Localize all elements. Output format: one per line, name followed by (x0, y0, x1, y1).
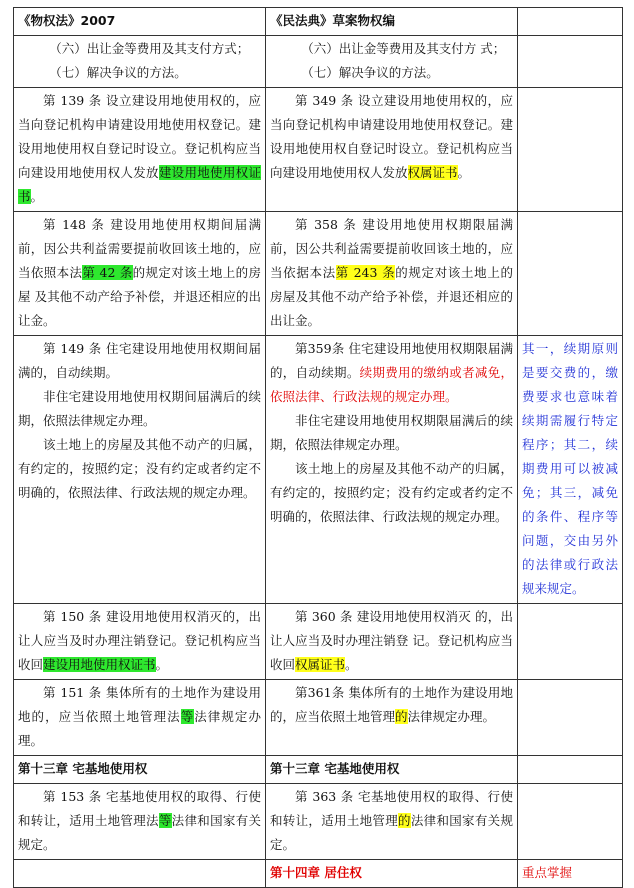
highlight-green: 等 (180, 709, 195, 724)
clause-paragraph: 第 149 条 住宅建设用地使用权期间届满的，自动续期。 (18, 341, 261, 380)
table-row (14, 784, 623, 860)
clause-text: 第 148 条 建设用地使用权期间届满前，因公共利益需要提前收回该土地的，应当依照本法 (18, 217, 261, 280)
cell-new-r6 (266, 680, 518, 756)
clause-text: 。 (155, 657, 169, 672)
clause-paragraph (270, 337, 513, 409)
cell-old-r2 (14, 88, 266, 212)
clause-text: 法律规定办理。 (18, 709, 261, 748)
cell-note-r1 (518, 36, 623, 88)
highlight-green: 等 (158, 813, 172, 828)
cell-old-r1 (14, 36, 266, 88)
chapter-title-new: 第十三章 宅基地使用权 (266, 756, 518, 784)
clause-text: 第 151 条 集体所有的土地作为建设用地的，应当依照土地管理法 (18, 685, 261, 724)
cell-old-r4 (14, 336, 266, 604)
clause-text: 第 150 条 建设用地使用权消灭的，出让人应当及时办理注销登记。登记机构应当收回 (18, 609, 261, 672)
header-row (14, 8, 623, 36)
highlight-green: 建设用地使用权证书 (18, 165, 261, 204)
key-point-note: 重点掌握 (518, 860, 623, 888)
highlight-green: 第 42 条 (82, 265, 133, 280)
clause-line: （六）出让金等费用及其支付方式； (49, 41, 250, 56)
table-row (14, 336, 623, 604)
clause-paragraph: 非住宅建设用地使用权期间届满后的续期，依照法律规定办理。 (18, 389, 261, 428)
cell-old-r8 (14, 784, 266, 860)
header-col3 (518, 8, 623, 36)
cell-note-r3 (518, 212, 623, 336)
cell-new-r8 (266, 784, 518, 860)
cell-note-r7 (518, 756, 623, 784)
clause-text: 法律和国家有关规定。 (18, 813, 261, 852)
cell-old-r5 (14, 604, 266, 680)
table-row (14, 36, 623, 88)
cell-old-r6 (14, 680, 266, 756)
cell-old-r9 (14, 860, 266, 888)
chapter-title-new: 第十四章 居住权 (266, 860, 518, 888)
cell-note-r5 (518, 604, 623, 680)
highlight-yellow: 权属证书 (295, 657, 346, 672)
clause-text: 的规定对该土地上的房屋 及其他不动产给予补偿，并退还相应的出让金。 (18, 265, 261, 328)
clause-text: 的规定对该土地上的 房屋及其他不动产给予补偿，并退还相应的出让金。 (270, 265, 513, 328)
clause-text: 第 358 条 建设用地使用权期限届满前，因公共利益需要提前收回该土地的，应当依据本法 (270, 217, 513, 280)
header-col1: 《物权法》2007 (14, 8, 266, 36)
highlight-yellow: 的 (398, 813, 411, 828)
clause-line: （七）解决争议的方法。 (49, 65, 187, 80)
chapter-title-old: 第十三章 宅基地使用权 (14, 756, 266, 784)
added-text-red: 续期费用的缴纳或者减免，依照法律、行政法规的规定办理。 (270, 365, 513, 404)
clause-text: 第 349 条 设立建设用地使用权的，应当向登记机构申请建设用地使用权登记。建设用地使用权自登记时设立。登记机构应当向建设用地使用权人发放 (270, 93, 513, 180)
cell-new-r1 (266, 36, 518, 88)
highlight-yellow: 的 (395, 709, 408, 724)
clause-paragraph: 该土地上的房屋及其他不动产的归属，有约定的，按照约定；没有约定或者约定不明确的，依照法律、行政法规的规定办理。 (18, 437, 261, 500)
clause-text: 第 139 条 设立建设用地使用权的，应当向登记机构申请建设用地使用权登记。建设用地使用权自登记时设立。登记机构应当向建设用地使用权人发放 (18, 93, 261, 180)
clause-text: 第361条 集体所有的土地作为建设用地的，应当依照土地管理 (270, 685, 513, 724)
clause-line: （六）出让金等费用及其支付方 式； (301, 41, 506, 56)
table-row (14, 88, 623, 212)
table-row (14, 604, 623, 680)
clause-text: 法律和国家有关规定。 (270, 813, 513, 852)
header-col2: 《民法典》草案物权编 (266, 8, 518, 36)
clause-text: 。 (345, 657, 358, 672)
cell-note-r2 (518, 88, 623, 212)
chapter-row (14, 756, 623, 784)
clause-text: 第 360 条 建设用地使用权消灭 的，出让人应当及时办理注销登 记。登记机构应当收回 (270, 609, 513, 672)
clause-paragraph: 非住宅建设用地使用权期限届满后的续期，依照法律规定办理。 (270, 413, 513, 452)
highlight-yellow: 第 243 条 (335, 265, 396, 280)
clause-text: 。 (457, 165, 471, 180)
clause-text: 第 153 条 宅基地使用权的取得、行使和转让，适用土地管理法 (18, 789, 261, 828)
cell-note-r6 (518, 680, 623, 756)
highlight-yellow: 权属证书 (407, 165, 458, 180)
clause-paragraph: 该土地上的房屋及其他不动产的归属，有约定的，按照约定；没有约定或者约定不明确的，依照法律、行政法规的规定办理。 (270, 461, 513, 524)
cell-note-r4: 其一，续期原则是要交费的，缴费要求也意味着续期需履行特定程序；其二，续期费用可以被减免；其三，减免的条件、程序等问题，交由另外的法律或行政法规来规定。 (518, 336, 623, 604)
cell-new-r4 (266, 336, 518, 604)
clause-text: 第359条 住宅建设用地使用权期限届满的，自动续期。 (270, 341, 513, 380)
cell-note-r8 (518, 784, 623, 860)
table-row (14, 212, 623, 336)
clause-text: 。 (30, 189, 44, 204)
cell-new-r2 (266, 88, 518, 212)
comparison-table (13, 7, 623, 888)
table-row (14, 680, 623, 756)
clause-text: 法律规定办理。 (407, 709, 496, 724)
clause-text: 第 363 条 宅基地使用权的取得、行使和转让，适用土地管理 (270, 789, 513, 828)
cell-new-r3 (266, 212, 518, 336)
cell-new-r5 (266, 604, 518, 680)
cell-old-r3 (14, 212, 266, 336)
highlight-green: 建设用地使用权证书 (43, 657, 156, 672)
clause-line: （七）解决争议的方法。 (301, 65, 439, 80)
chapter-row (14, 860, 623, 888)
